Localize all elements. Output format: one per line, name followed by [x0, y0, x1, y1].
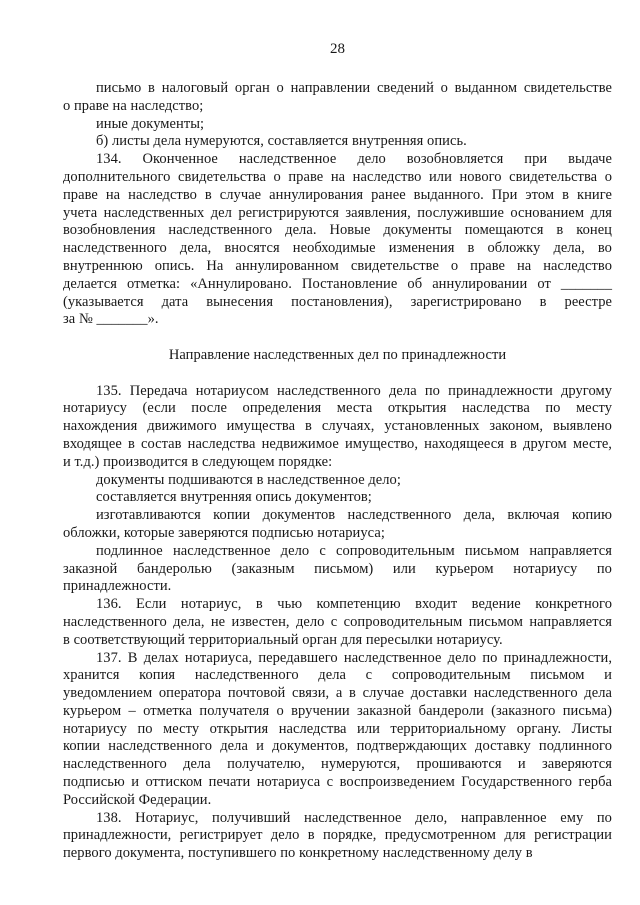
text-line: о праве на наследство;	[63, 97, 204, 114]
text-line: изготавливаются копии документов наследственного дела, включая копию	[96, 507, 612, 524]
text-line: подписью и оттиском печати нотариуса с воспроизведением Государственного герба	[63, 774, 612, 791]
text-line: 135. Передача нотариусом наследственного дела по принадлежности другому	[96, 382, 612, 399]
text-line: уведомлением оператора почтовой связи, а в случае доставки наследственного дела	[63, 685, 612, 702]
text-line: нахождения движимого имущества в случаях, установленных законом, выявлено	[63, 418, 612, 435]
text-line: нотариусу (если после определения места открытия наследства по месту	[63, 400, 612, 417]
paragraph	[63, 596, 612, 649]
text-line: 137. В делах нотариуса, передавшего наследственное дело по принадлежности,	[96, 649, 612, 666]
text-line: б) листы дела нумеруются, составляется внутренняя опись.	[96, 133, 467, 150]
text-line: 134. Оконченное наследственное дело возобновляется при выдаче	[96, 151, 612, 168]
text-line: Российской Федерации.	[63, 791, 212, 808]
text-line: составляется внутренняя опись документов;	[96, 489, 372, 506]
paragraph	[63, 507, 612, 543]
paragraph	[63, 650, 612, 810]
text-line: делается отметка: «Аннулировано. Постановление об аннулировании от _______	[63, 275, 612, 292]
text-line: хранится копия наследственного дела с сопроводительным письмом и	[63, 667, 612, 684]
page-number: 28	[330, 41, 345, 57]
text-line: входящее в состав наследства недвижимое имущество, находящееся в другом месте,	[63, 435, 612, 452]
paragraph	[63, 133, 612, 151]
text-line: возобновления наследственного дела. Новые документы помещаются в конец	[63, 222, 612, 239]
text-line: принадлежности.	[63, 578, 172, 595]
text-line: заказной бандеролью (заказным письмом) или курьером нотариусу по	[63, 560, 612, 577]
text-line: за № _______».	[63, 311, 159, 328]
text-line: нотариусу по месту открытия наследства или территориальному органу. Листы	[63, 720, 612, 737]
paragraph	[63, 383, 612, 472]
text-line: 136. Если нотариус, в чью компетенцию входит ведение конкретного	[96, 596, 612, 613]
text-line: копии наследственного дела и документов, подтверждающих доставку подлинного	[63, 738, 612, 755]
paragraph	[63, 810, 612, 863]
text-line: и т.д.) производится в следующем порядке:	[63, 453, 333, 470]
paragraph	[63, 489, 612, 507]
paragraph	[63, 80, 612, 116]
text-line: 138. Нотариус, получивший наследственное дело, направленное ему по	[96, 809, 612, 826]
text-line: наследственного дела, вносятся необходимые изменения в обложку дела, во	[63, 240, 612, 257]
text-line: курьером – отметка получателя о вручении заказной бандероли (заказного письма)	[63, 702, 612, 719]
text-line: (указывается дата вынесения постановления), зарегистрировано в реестре	[63, 293, 612, 310]
text-line: дополнительного свидетельства о праве на наследство или нового свидетельства о	[63, 168, 612, 185]
text-line: письмо в налоговый орган о направлении сведений о выданном свидетельстве	[96, 80, 612, 96]
section-heading: Направление наследственных дел по принадлежности	[168, 346, 507, 363]
text-line: иные документы;	[96, 115, 205, 132]
text-line: наследственного дела получателю, нумеруются, прошиваются и заверяются	[63, 756, 612, 773]
document-body	[63, 80, 612, 863]
paragraph	[63, 543, 612, 596]
text-line: первого документа, поступившего по конкретному наследственному делу в	[63, 845, 533, 862]
text-line: наследственного дела, не известен, дело с сопроводительным письмом направляется	[63, 613, 612, 630]
paragraph	[63, 116, 612, 134]
text-line: в соответствующий территориальный орган для пересылки нотариусу.	[63, 631, 503, 648]
text-line: принадлежности, регистрирует дело в порядке, предусмотренном для регистрации	[63, 827, 612, 844]
text-line: подлинное наследственное дело с сопроводительным письмом направляется	[96, 542, 612, 559]
text-line: обложки, которые заверяются подписью нотариуса;	[63, 524, 385, 541]
paragraph	[63, 151, 612, 329]
text-line: учета наследственных дел регистрируются заявления, послужившие основанием для	[63, 204, 612, 221]
paragraph	[63, 472, 612, 490]
text-line: праве на наследство в случае аннулирования ранее выданного. При этом в книге	[63, 186, 612, 203]
text-line: внутреннюю опись. На аннулированном свидетельстве о праве на наследство	[63, 257, 612, 274]
text-line: документы подшиваются в наследственное дело;	[96, 471, 401, 488]
